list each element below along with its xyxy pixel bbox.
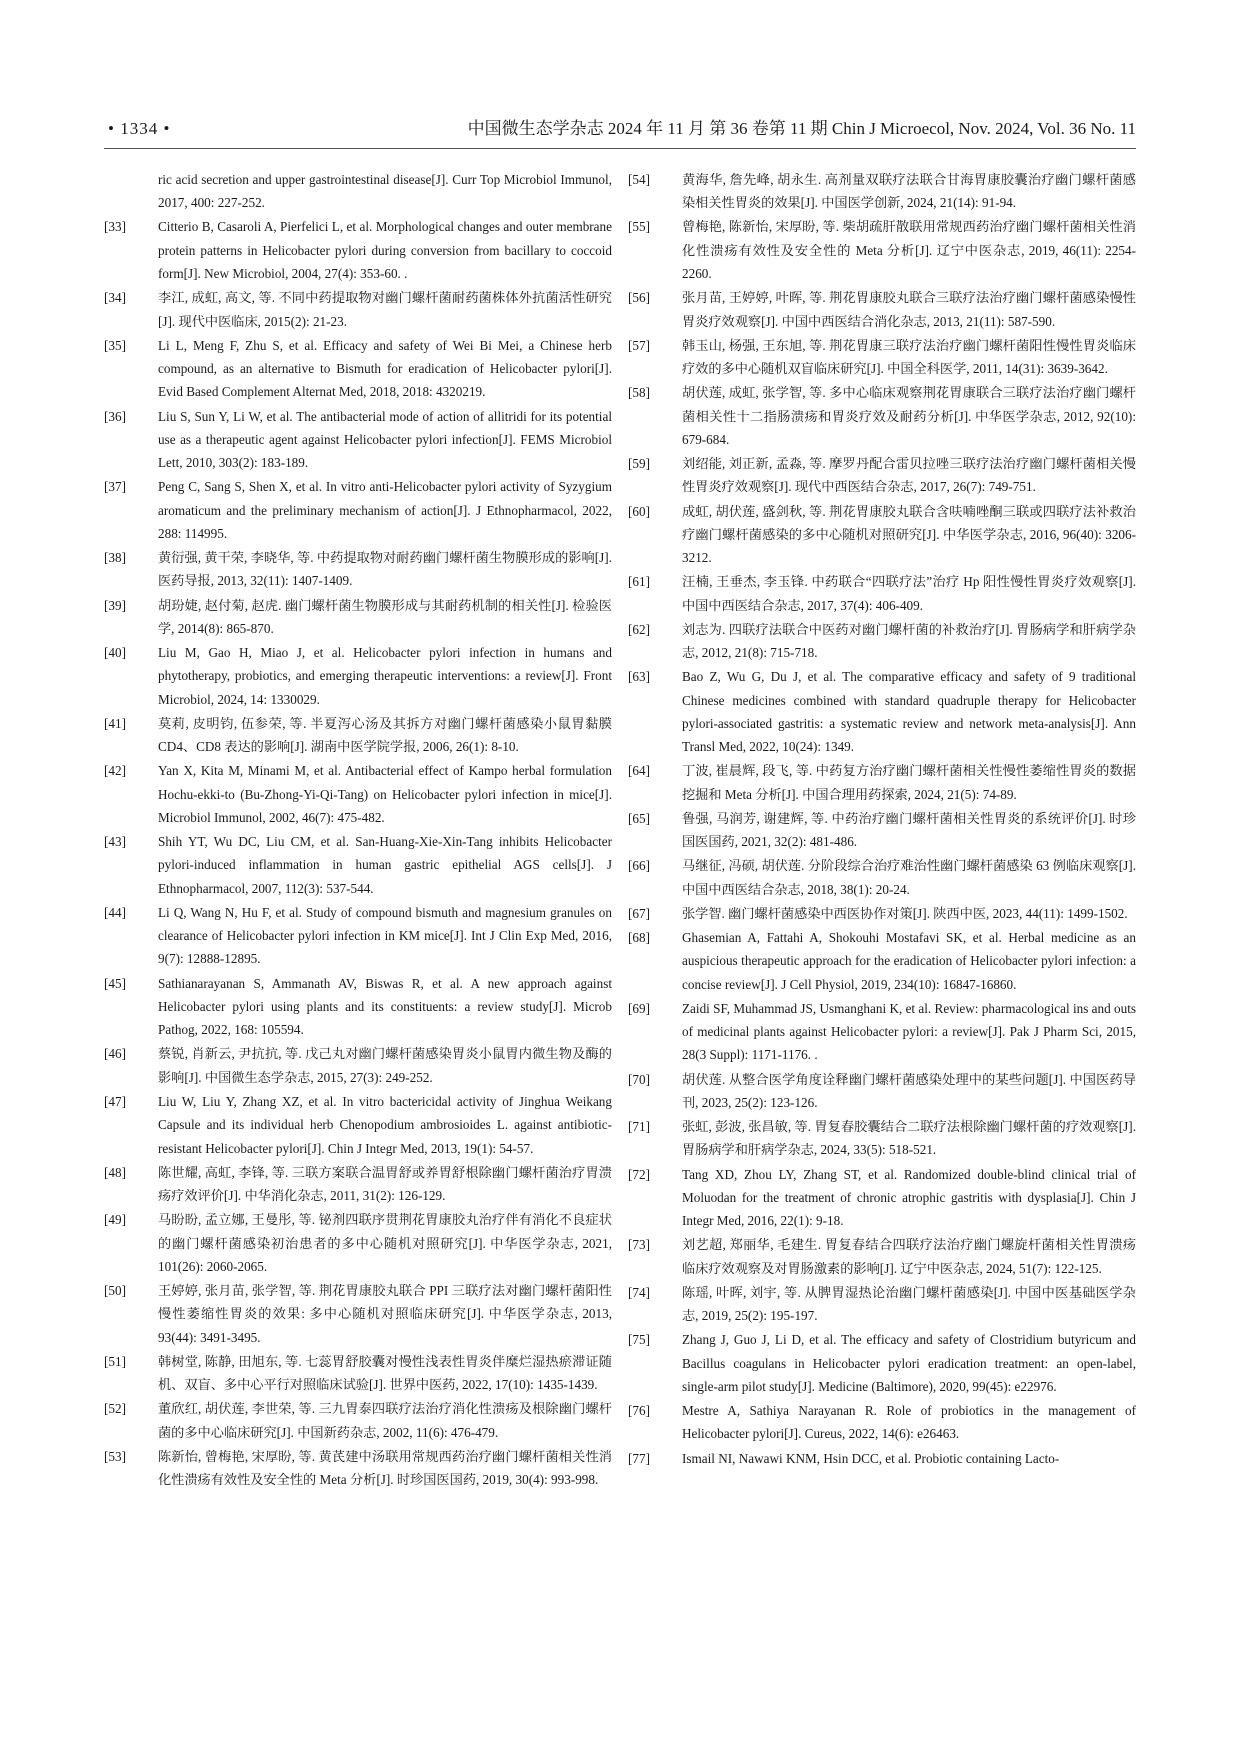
reference-text: 刘绍能, 刘正新, 孟淼, 等. 摩罗丹配合雷贝拉唑三联疗法治疗幽门螺杆菌相关慢性胃炎疗效观察[J]. 现代中西医结合杂志, 2017, 26(7): 749-751. — [682, 456, 1136, 495]
reference-column-right — [628, 168, 1136, 1471]
reference-number: [63] — [628, 669, 650, 685]
reference-number: [75] — [628, 1332, 650, 1348]
reference-text: Sathianarayanan S, Ammanath AV, Biswas R, et al. A new approach against Helicobacter pylori using plants and its constituents: a review study[J]. Microb Pathog, 2022, 168: 105594. — [158, 975, 612, 1038]
reference-text: 张学智. 幽门螺杆菌感染中西医协作对策[J]. 陕西中医, 2023, 44(11): 1499-1502. — [682, 905, 1128, 921]
reference-text: 胡玢婕, 赵付菊, 赵虎. 幽门螺杆菌生物膜形成与其耐药机制的相关性[J]. 检验医学, 2014(8): 865-870. — [158, 597, 612, 636]
reference-entry — [104, 168, 612, 215]
reference-text: 马继征, 冯硕, 胡伏莲. 分阶段综合治疗难治性幽门螺杆菌感染 63 例临床观察[J]. 中国中西医结合杂志, 2018, 38(1): 20-24. — [682, 858, 1136, 897]
reference-entry — [104, 712, 612, 759]
reference-text: Ghasemian A, Fattahi A, Shokouhi Mostafavi SK, et al. Herbal medicine as an auspicious therapeutic approach for the eradication of Helicobacter pylori infection: a concise review[J]. J Cell Physiol, 2019, 234(10): 16847-16860. — [682, 929, 1136, 992]
reference-entry — [628, 500, 1136, 570]
reference-entry — [104, 1445, 612, 1492]
reference-number: [67] — [628, 905, 650, 921]
reference-text: 韩玉山, 杨强, 王东旭, 等. 荆花胃康三联疗法治疗幽门螺杆菌阳性慢性胃炎临床疗效的多中心随机双盲临床研究[J]. 中国全科医学, 2011, 14(31): 3639-3642. — [682, 337, 1136, 377]
reference-text: 刘艺超, 郑丽华, 毛建生. 胃复春结合四联疗法治疗幽门螺旋杆菌相关性胃溃疡临床疗效观察及对胃肠激素的影响[J]. 辽宁中医杂志, 2024, 51(7): 122-125. — [682, 1237, 1136, 1276]
reference-entry — [628, 452, 1136, 499]
reference-text: Liu M, Gao H, Miao J, et al. Helicobacter pylori infection in humans and phytotherapy, probiotics, and emerging therapeutic interventions: a review[J]. Front Microbiol, 2024, 14: 1330029. — [158, 645, 612, 707]
reference-number: [36] — [104, 408, 126, 424]
reference-entry — [628, 902, 1136, 925]
reference-number: [54] — [628, 172, 650, 187]
reference-entry — [628, 807, 1136, 854]
reference-entry — [104, 901, 612, 971]
reference-entry — [104, 1397, 612, 1444]
reference-number: [58] — [628, 385, 650, 401]
reference-entry — [104, 334, 612, 404]
reference-text: Liu W, Liu Y, Zhang XZ, et al. In vitro bactericidal activity of Jinghua Weikang Capsule and its individual herb Chenopodium ambrosioides L. against antibiotic-resistant Helicobacter pylori[J]. Chin J Integr Med, 2013, 19(1): 54-57. — [158, 1093, 612, 1156]
reference-entry — [104, 1208, 612, 1278]
reference-text: Zhang J, Guo J, Li D, et al. The efficacy and safety of Clostridium butyricum and Bacillus coagulans in Helicobacter pylori eradication treatment: an open-label, single-arm pilot study[J]. Medicine (Baltimore), 2020, 99(45): e22976. — [682, 1332, 1136, 1394]
reference-text: Li Q, Wang N, Hu F, et al. Study of compound bismuth and magnesium granules on clearance of Helicobacter pylori infection in KM mice[J]. Int J Clin Exp Med, 2016, 9(7): 12888-12895. — [158, 904, 612, 967]
reference-number: [47] — [104, 1093, 126, 1109]
reference-text: 胡伏莲. 从整合医学角度诠释幽门螺杆菌感染处理中的某些问题[J]. 中国医药导刊, 2023, 25(2): 123-126. — [682, 1071, 1136, 1110]
reference-entry — [628, 334, 1136, 381]
reference-text: 韩树堂, 陈静, 田旭东, 等. 七蕊胃舒胶囊对慢性浅表性胃炎伴糜烂湿热瘀滞证随机、双盲、多中心平行对照临床试验[J]. 世界中医药, 2022, 17(10): 1435-1439. — [158, 1353, 612, 1393]
reference-number: [38] — [104, 550, 126, 566]
reference-text: 曾梅艳, 陈新怡, 宋厚盼, 等. 柴胡疏肝散联用常规西药治疗幽门螺杆菌相关性消化性溃疡有效性及安全性的 Meta 分析[J]. 辽宁中医杂志, 2019, 46(11): 2254-2260. — [682, 219, 1136, 282]
reference-text: Ismail NI, Nawawi KNM, Hsin DCC, et al. Probiotic containing Lacto- — [682, 1450, 1060, 1466]
reference-text: 蔡锐, 肖新云, 尹抗抗, 等. 戊己丸对幽门螺杆菌感染胃炎小鼠胃内微生物及酶的影响[J]. 中国微生态学杂志, 2015, 27(3): 249-252. — [158, 1046, 612, 1085]
reference-number: [41] — [104, 715, 126, 731]
reference-number: [76] — [628, 1403, 650, 1419]
reference-number: [52] — [104, 1401, 126, 1417]
reference-text: 马盼盼, 孟立娜, 王曼彤, 等. 铋剂四联序贯荆花胃康胶丸治疗伴有消化不良症状的幽门螺杆菌感染初治患者的多中心随机对照研究[J]. 中华医学杂志, 2021, 101(26): 2060-2065. — [158, 1212, 612, 1274]
reference-number: [43] — [104, 834, 126, 850]
reference-number: [42] — [104, 763, 126, 779]
reference-text: ric acid secretion and upper gastrointestinal disease[J]. Curr Top Microbiol Immunol, 2017, 400: 227-252. — [158, 172, 612, 211]
reference-entry — [104, 405, 612, 475]
reference-entry — [628, 759, 1136, 806]
reference-entry — [628, 997, 1136, 1067]
reference-text: Zaidi SF, Muhammad JS, Usmanghani K, et al. Review: pharmacological ins and outs of medicinal plants against Helicobacter pylori: a review[J]. Pak J Pharm Sci, 2015, 28(3 Suppl): 1171-1176. . — [682, 1000, 1136, 1063]
reference-entry — [628, 618, 1136, 665]
reference-entry — [104, 215, 612, 285]
reference-number: [35] — [104, 337, 126, 353]
reference-entry — [104, 641, 612, 711]
reference-entry — [104, 475, 612, 545]
reference-text: Shih YT, Wu DC, Liu CM, et al. San-Huang-Xie-Xin-Tang inhibits Helicobacter pylori-induced inflammation in human gastric epithelial AGS cells[J]. J Ethnopharmacol, 2007, 112(3): 537-544. — [158, 834, 612, 896]
reference-number: [77] — [628, 1450, 650, 1466]
reference-entry — [104, 1350, 612, 1397]
reference-entry — [104, 1161, 612, 1208]
reference-entry — [628, 1068, 1136, 1115]
reference-entry — [628, 168, 1136, 215]
reference-number: [68] — [628, 929, 650, 945]
reference-number: [53] — [104, 1448, 126, 1464]
reference-entry — [628, 286, 1136, 333]
reference-text: 陈瑶, 叶晖, 刘宇, 等. 从脾胃湿热论治幽门螺杆菌感染[J]. 中国中医基础医学杂志, 2019, 25(2): 195-197. — [682, 1284, 1136, 1324]
reference-number: [70] — [628, 1071, 650, 1087]
reference-entry — [628, 1281, 1136, 1328]
reference-number: [46] — [104, 1046, 126, 1062]
reference-text: 莫莉, 皮明钧, 伍参荣, 等. 半夏泻心汤及其拆方对幽门螺杆菌感染小鼠胃黏膜 CD4、CD8 表达的影响[J]. 湖南中医学院学报, 2006, 26(1): 8-10. — [158, 715, 612, 755]
reference-entry — [104, 1090, 612, 1160]
reference-number: [49] — [104, 1212, 126, 1228]
reference-number: [65] — [628, 810, 650, 826]
reference-entry — [628, 215, 1136, 285]
reference-number: [61] — [628, 574, 650, 590]
reference-number: [74] — [628, 1284, 650, 1300]
reference-entry — [104, 830, 612, 900]
reference-number: [73] — [628, 1237, 650, 1253]
reference-text: Bao Z, Wu G, Du J, et al. The comparative efficacy and safety of 9 traditional Chinese medicines combined with standard quadruple therapy for Helicobacter pylori-associated gastritis: a systematic review and network meta-analysis[J]. Ann Transl Med, 2022, 10(24): 1349. — [682, 669, 1136, 755]
reference-text: Li L, Meng F, Zhu S, et al. Efficacy and safety of Wei Bi Mei, a Chinese herb compound, as an alternative to Bismuth for eradication of Helicobacter pylori[J]. Evid Based Complement Alternat Med, 2018, 2018: 4320219. — [158, 337, 612, 400]
reference-entry — [104, 759, 612, 829]
reference-number: [62] — [628, 621, 650, 637]
header-rule — [104, 148, 1136, 149]
reference-text: 陈世耀, 高虹, 李锋, 等. 三联方案联合温胃舒或养胃舒根除幽门螺杆菌治疗胃溃疡疗效评价[J]. 中华消化杂志, 2011, 31(2): 126-129. — [158, 1164, 612, 1204]
reference-text: 黄衍强, 黄干荣, 李晓华, 等. 中药提取物对耐药幽门螺杆菌生物膜形成的影响[J]. 医药导报, 2013, 32(11): 1407-1409. — [158, 550, 612, 589]
reference-text: Citterio B, Casaroli A, Pierfelici L, et al. Morphological changes and outer membrane protein patterns in Helicobacter pylori during conversion from bacillary to coccoid form[J]. New Microbiol, 2004, 27(4): 353-60. . — [158, 219, 612, 282]
reference-number: [37] — [104, 479, 126, 495]
reference-entry — [104, 972, 612, 1042]
reference-text: 王婷婷, 张月苗, 张学智, 等. 荆花胃康胶丸联合 PPI 三联疗法对幽门螺杆菌阳性慢性萎缩性胃炎的效果: 多中心随机对照临床研究[J]. 中华医学杂志, 2013, 93(44): 3491-3495. — [158, 1282, 612, 1345]
reference-number: [48] — [104, 1164, 126, 1180]
reference-text: 丁波, 崔晨辉, 段飞, 等. 中药复方治疗幽门螺杆菌相关性慢性萎缩性胃炎的数据挖掘和 Meta 分析[J]. 中国合理用药探索, 2024, 21(5): 74-89. — [682, 763, 1136, 802]
reference-column-left — [104, 168, 612, 1492]
reference-text: Yan X, Kita M, Minami M, et al. Antibacterial effect of Kampo herbal formulation Hochu-ekki-to (Bu-Zhong-Yi-Qi-Tang) on Helicobacter pylori infection in mice[J]. Microbiol Immunol, 2002, 46(7): 475-482. — [158, 763, 612, 825]
reference-text: 胡伏莲, 成虹, 张学智, 等. 多中心临床观察荆花胃康联合三联疗法治疗幽门螺杆菌相关性十二指肠溃疡和胃炎疗效及耐药分析[J]. 中华医学杂志, 2012, 92(10): 679-684. — [682, 385, 1136, 447]
reference-entry — [628, 1233, 1136, 1280]
reference-text: Tang XD, Zhou LY, Zhang ST, et al. Randomized double-blind clinical trial of Moluodan for the treatment of chronic atrophic gastritis with dysplasia[J]. Chin J Integr Med, 2016, 22(1): 9-18. — [682, 1166, 1136, 1229]
journal-citation-line: 中国微生态学杂志 2024 年 11 月 第 36 卷第 11 期 Chin J Microecol, Nov. 2024, Vol. 36 No. 11 — [467, 119, 1136, 138]
reference-entry — [104, 1042, 612, 1089]
reference-number: [72] — [628, 1166, 650, 1182]
reference-number: [51] — [104, 1353, 126, 1369]
reference-text: Peng C, Sang S, Shen X, et al. In vitro anti-Helicobacter pylori activity of Syzygium aromaticum and the preliminary mechanism of action[J]. J Ethnopharmacol, 2022, 288: 114995. — [158, 479, 612, 541]
reference-number: [57] — [628, 337, 650, 353]
reference-entry — [628, 1328, 1136, 1398]
reference-entry — [628, 1163, 1136, 1233]
reference-entry — [104, 1279, 612, 1349]
reference-text: 李江, 成虹, 高文, 等. 不同中药提取物对幽门螺杆菌耐药菌株体外抗菌活性研究[J]. 现代中医临床, 2015(2): 21-23. — [158, 290, 612, 329]
reference-entry — [628, 926, 1136, 996]
reference-text: 鲁强, 马润芳, 谢建辉, 等. 中药治疗幽门螺杆菌相关性胃炎的系统评价[J]. 时珍国医国药, 2021, 32(2): 481-486. — [682, 810, 1136, 850]
reference-number: [50] — [104, 1282, 126, 1298]
reference-number: [66] — [628, 858, 650, 874]
reference-text: 张月苗, 王婷婷, 叶晖, 等. 荆花胃康胶丸联合三联疗法治疗幽门螺杆菌感染慢性胃炎疗效观察[J]. 中国中西医结合消化杂志, 2013, 21(11): 587-590. — [682, 290, 1136, 329]
reference-number: [39] — [104, 597, 126, 613]
page-number: • 1334 • — [108, 119, 171, 138]
reference-number: [69] — [628, 1000, 650, 1016]
reference-number: [45] — [104, 975, 126, 991]
reference-entry — [628, 1115, 1136, 1162]
reference-text: 张虹, 彭波, 张昌敏, 等. 胃复春胶囊结合二联疗法根除幽门螺杆菌的疗效观察[J]. 胃肠病学和肝病学杂志, 2024, 33(5): 518-521. — [682, 1119, 1136, 1158]
reference-number: [34] — [104, 290, 126, 306]
reference-number: [44] — [104, 904, 126, 920]
running-header — [104, 116, 1136, 142]
reference-text: Mestre A, Sathiya Narayanan R. Role of probiotics in the management of Helicobacter pylori[J]. Cureus, 2022, 14(6): e26463. — [682, 1403, 1136, 1442]
reference-text: 陈新怡, 曾梅艳, 宋厚盼, 等. 黄芪建中汤联用常规西药治疗幽门螺杆菌相关性消化性溃疡有效性及安全性的 Meta 分析[J]. 时珍国医国药, 2019, 30(4): 993-998. — [158, 1448, 612, 1488]
reference-text: 汪楠, 王垂杰, 李玉锋. 中药联合“四联疗法”治疗 Hp 阳性慢性胃炎疗效观察[J]. 中国中西医结合杂志, 2017, 37(4): 406-409. — [682, 574, 1136, 613]
reference-number: [59] — [628, 456, 650, 472]
reference-number: [40] — [104, 645, 126, 661]
reference-text: 刘志为. 四联疗法联合中医药对幽门螺杆菌的补救治疗[J]. 胃肠病学和肝病学杂志, 2012, 21(8): 715-718. — [682, 621, 1136, 661]
reference-entry — [628, 1399, 1136, 1446]
reference-entry — [628, 570, 1136, 617]
reference-entry — [104, 594, 612, 641]
reference-number: [60] — [628, 503, 650, 519]
reference-entry — [628, 665, 1136, 758]
reference-entry — [104, 286, 612, 333]
reference-entry — [628, 1447, 1136, 1470]
reference-number: [64] — [628, 763, 650, 779]
reference-number: [55] — [628, 219, 650, 235]
reference-number: [71] — [628, 1119, 650, 1135]
reference-entry — [628, 854, 1136, 901]
reference-text: 董欣红, 胡伏莲, 李世荣, 等. 三九胃泰四联疗法治疗消化性溃疡及根除幽门螺杆菌的多中心临床研究[J]. 中国新药杂志, 2002, 11(6): 476-479. — [158, 1401, 612, 1440]
reference-entry — [628, 381, 1136, 451]
reference-number: [56] — [628, 290, 650, 306]
reference-text: Liu S, Sun Y, Li W, et al. The antibacterial mode of action of allitridi for its potential use as a therapeutic agent against Helicobacter pylori infection[J]. FEMS Microbiol Lett, 2010, 303(2): 183-189. — [158, 408, 612, 471]
reference-number: [33] — [104, 219, 126, 235]
reference-text: 成虹, 胡伏莲, 盛剑秋, 等. 荆花胃康胶丸联合含呋喃唑酮三联或四联疗法补救治疗幽门螺杆菌感染的多中心随机对照研究[J]. 中华医学杂志, 2016, 96(40): 3206-3212. — [682, 503, 1136, 566]
reference-entry — [104, 546, 612, 593]
reference-text: 黄海华, 詹先峰, 胡永生. 高剂量双联疗法联合甘海胃康胶囊治疗幽门螺杆菌感染相关性胃炎的效果[J]. 中国医学创新, 2024, 21(14): 91-94. — [682, 172, 1136, 211]
